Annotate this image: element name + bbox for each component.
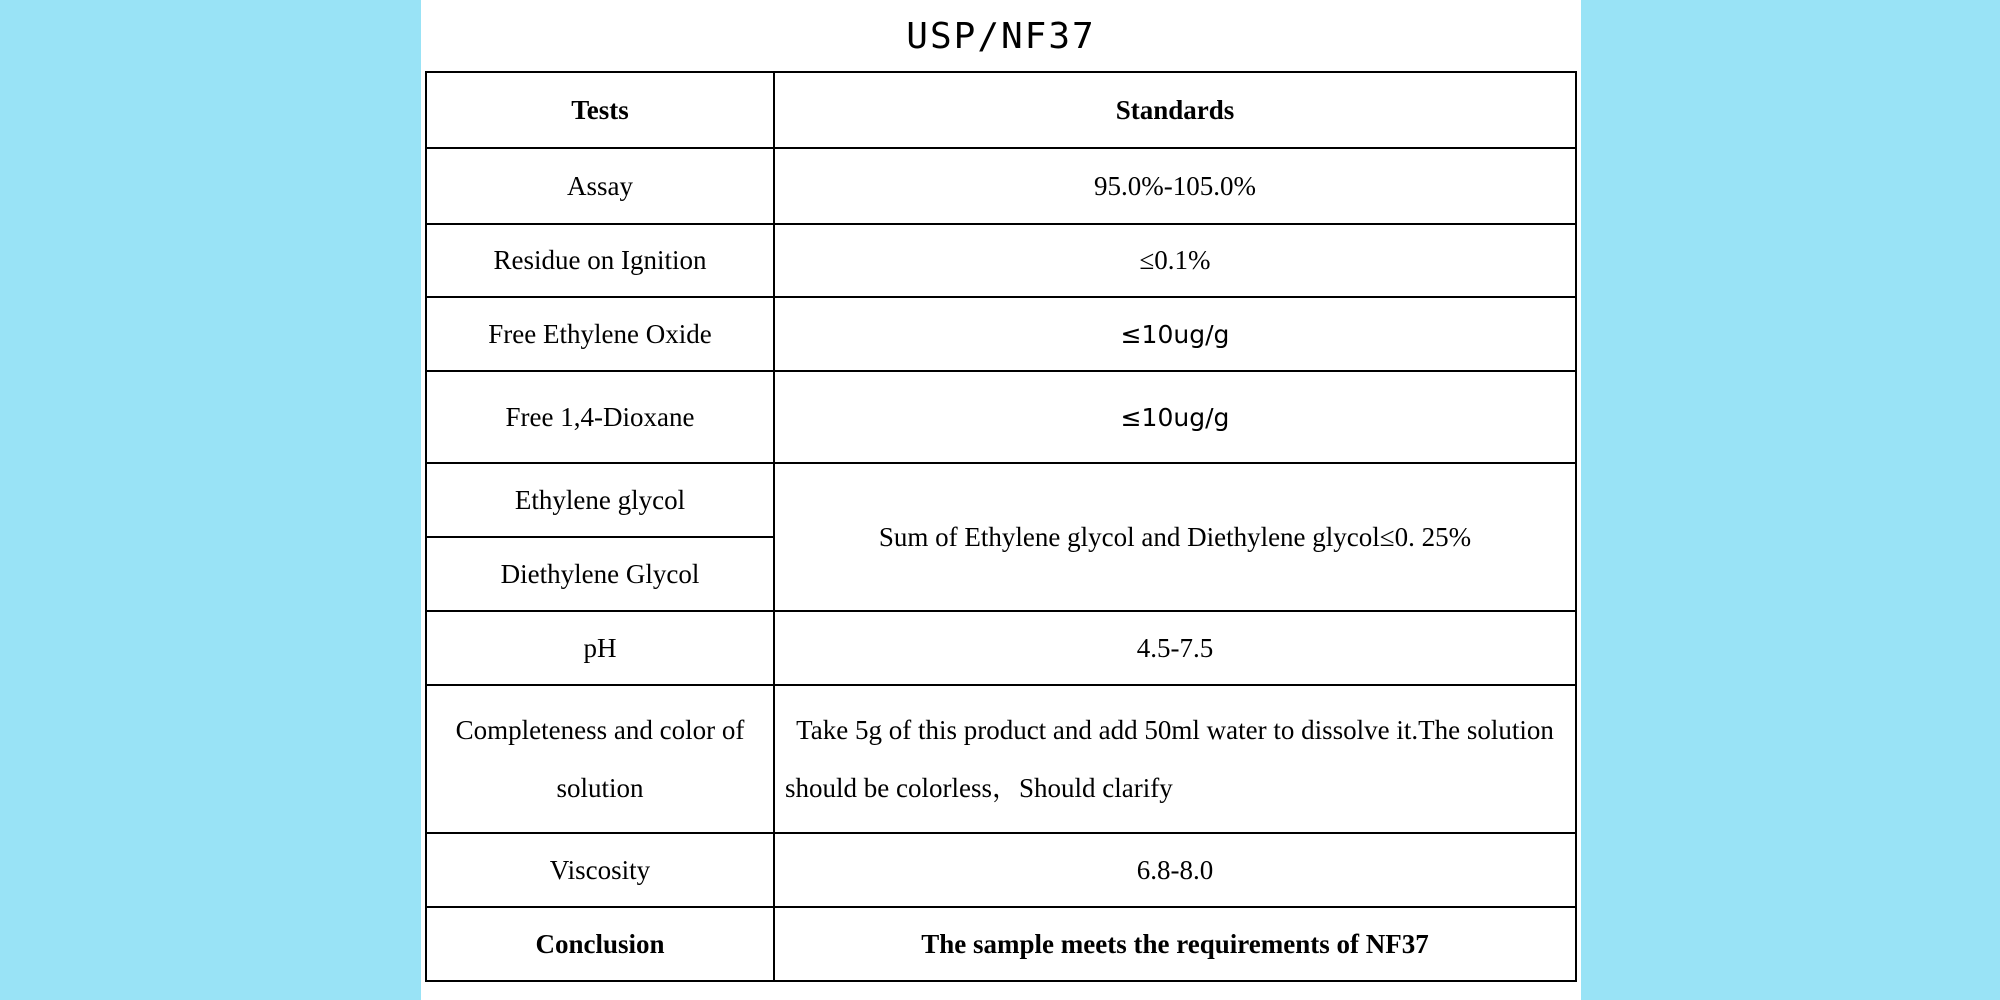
standard-cell: 4.5-7.5 bbox=[774, 611, 1576, 685]
table-row bbox=[426, 833, 1576, 907]
test-cell: Assay bbox=[426, 148, 774, 224]
test-cell: Completeness and color of solution bbox=[426, 685, 774, 833]
table-row bbox=[426, 148, 1576, 224]
standard-cell: Take 5g of this product and add 50ml water to dissolve it.The solution should be colorless，Should clarify bbox=[774, 685, 1576, 833]
table-row bbox=[426, 371, 1576, 463]
standard-cell: ≤0.1% bbox=[774, 224, 1576, 297]
test-cell: Viscosity bbox=[426, 833, 774, 907]
specification-table bbox=[425, 71, 1577, 982]
conclusion-label: Conclusion bbox=[426, 907, 774, 981]
header-standards: Standards bbox=[774, 72, 1576, 148]
table-row bbox=[426, 463, 1576, 537]
table-row bbox=[426, 611, 1576, 685]
glycol-sum-standard-cell: Sum of Ethylene glycol and Diethylene glycol≤0. 25% bbox=[774, 463, 1576, 611]
test-cell: pH bbox=[426, 611, 774, 685]
test-cell: Residue on Ignition bbox=[426, 224, 774, 297]
conclusion-text: The sample meets the requirements of NF37 bbox=[774, 907, 1576, 981]
header-tests: Tests bbox=[426, 72, 774, 148]
table-row bbox=[426, 907, 1576, 981]
standard-cell: ≤10ug/g bbox=[774, 297, 1576, 371]
document-title: USP/NF37 bbox=[906, 16, 1096, 57]
test-cell: Free Ethylene Oxide bbox=[426, 297, 774, 371]
document-sheet bbox=[421, 0, 1581, 1000]
table-row bbox=[426, 297, 1576, 371]
standard-cell: 6.8-8.0 bbox=[774, 833, 1576, 907]
table-row bbox=[426, 224, 1576, 297]
table-row bbox=[426, 685, 1576, 833]
standard-cell: ≤10ug/g bbox=[774, 371, 1576, 463]
test-cell: Diethylene Glycol bbox=[426, 537, 774, 611]
table-header-row bbox=[426, 72, 1576, 148]
test-cell: Free 1,4-Dioxane bbox=[426, 371, 774, 463]
test-cell: Ethylene glycol bbox=[426, 463, 774, 537]
standard-cell: 95.0%-105.0% bbox=[774, 148, 1576, 224]
